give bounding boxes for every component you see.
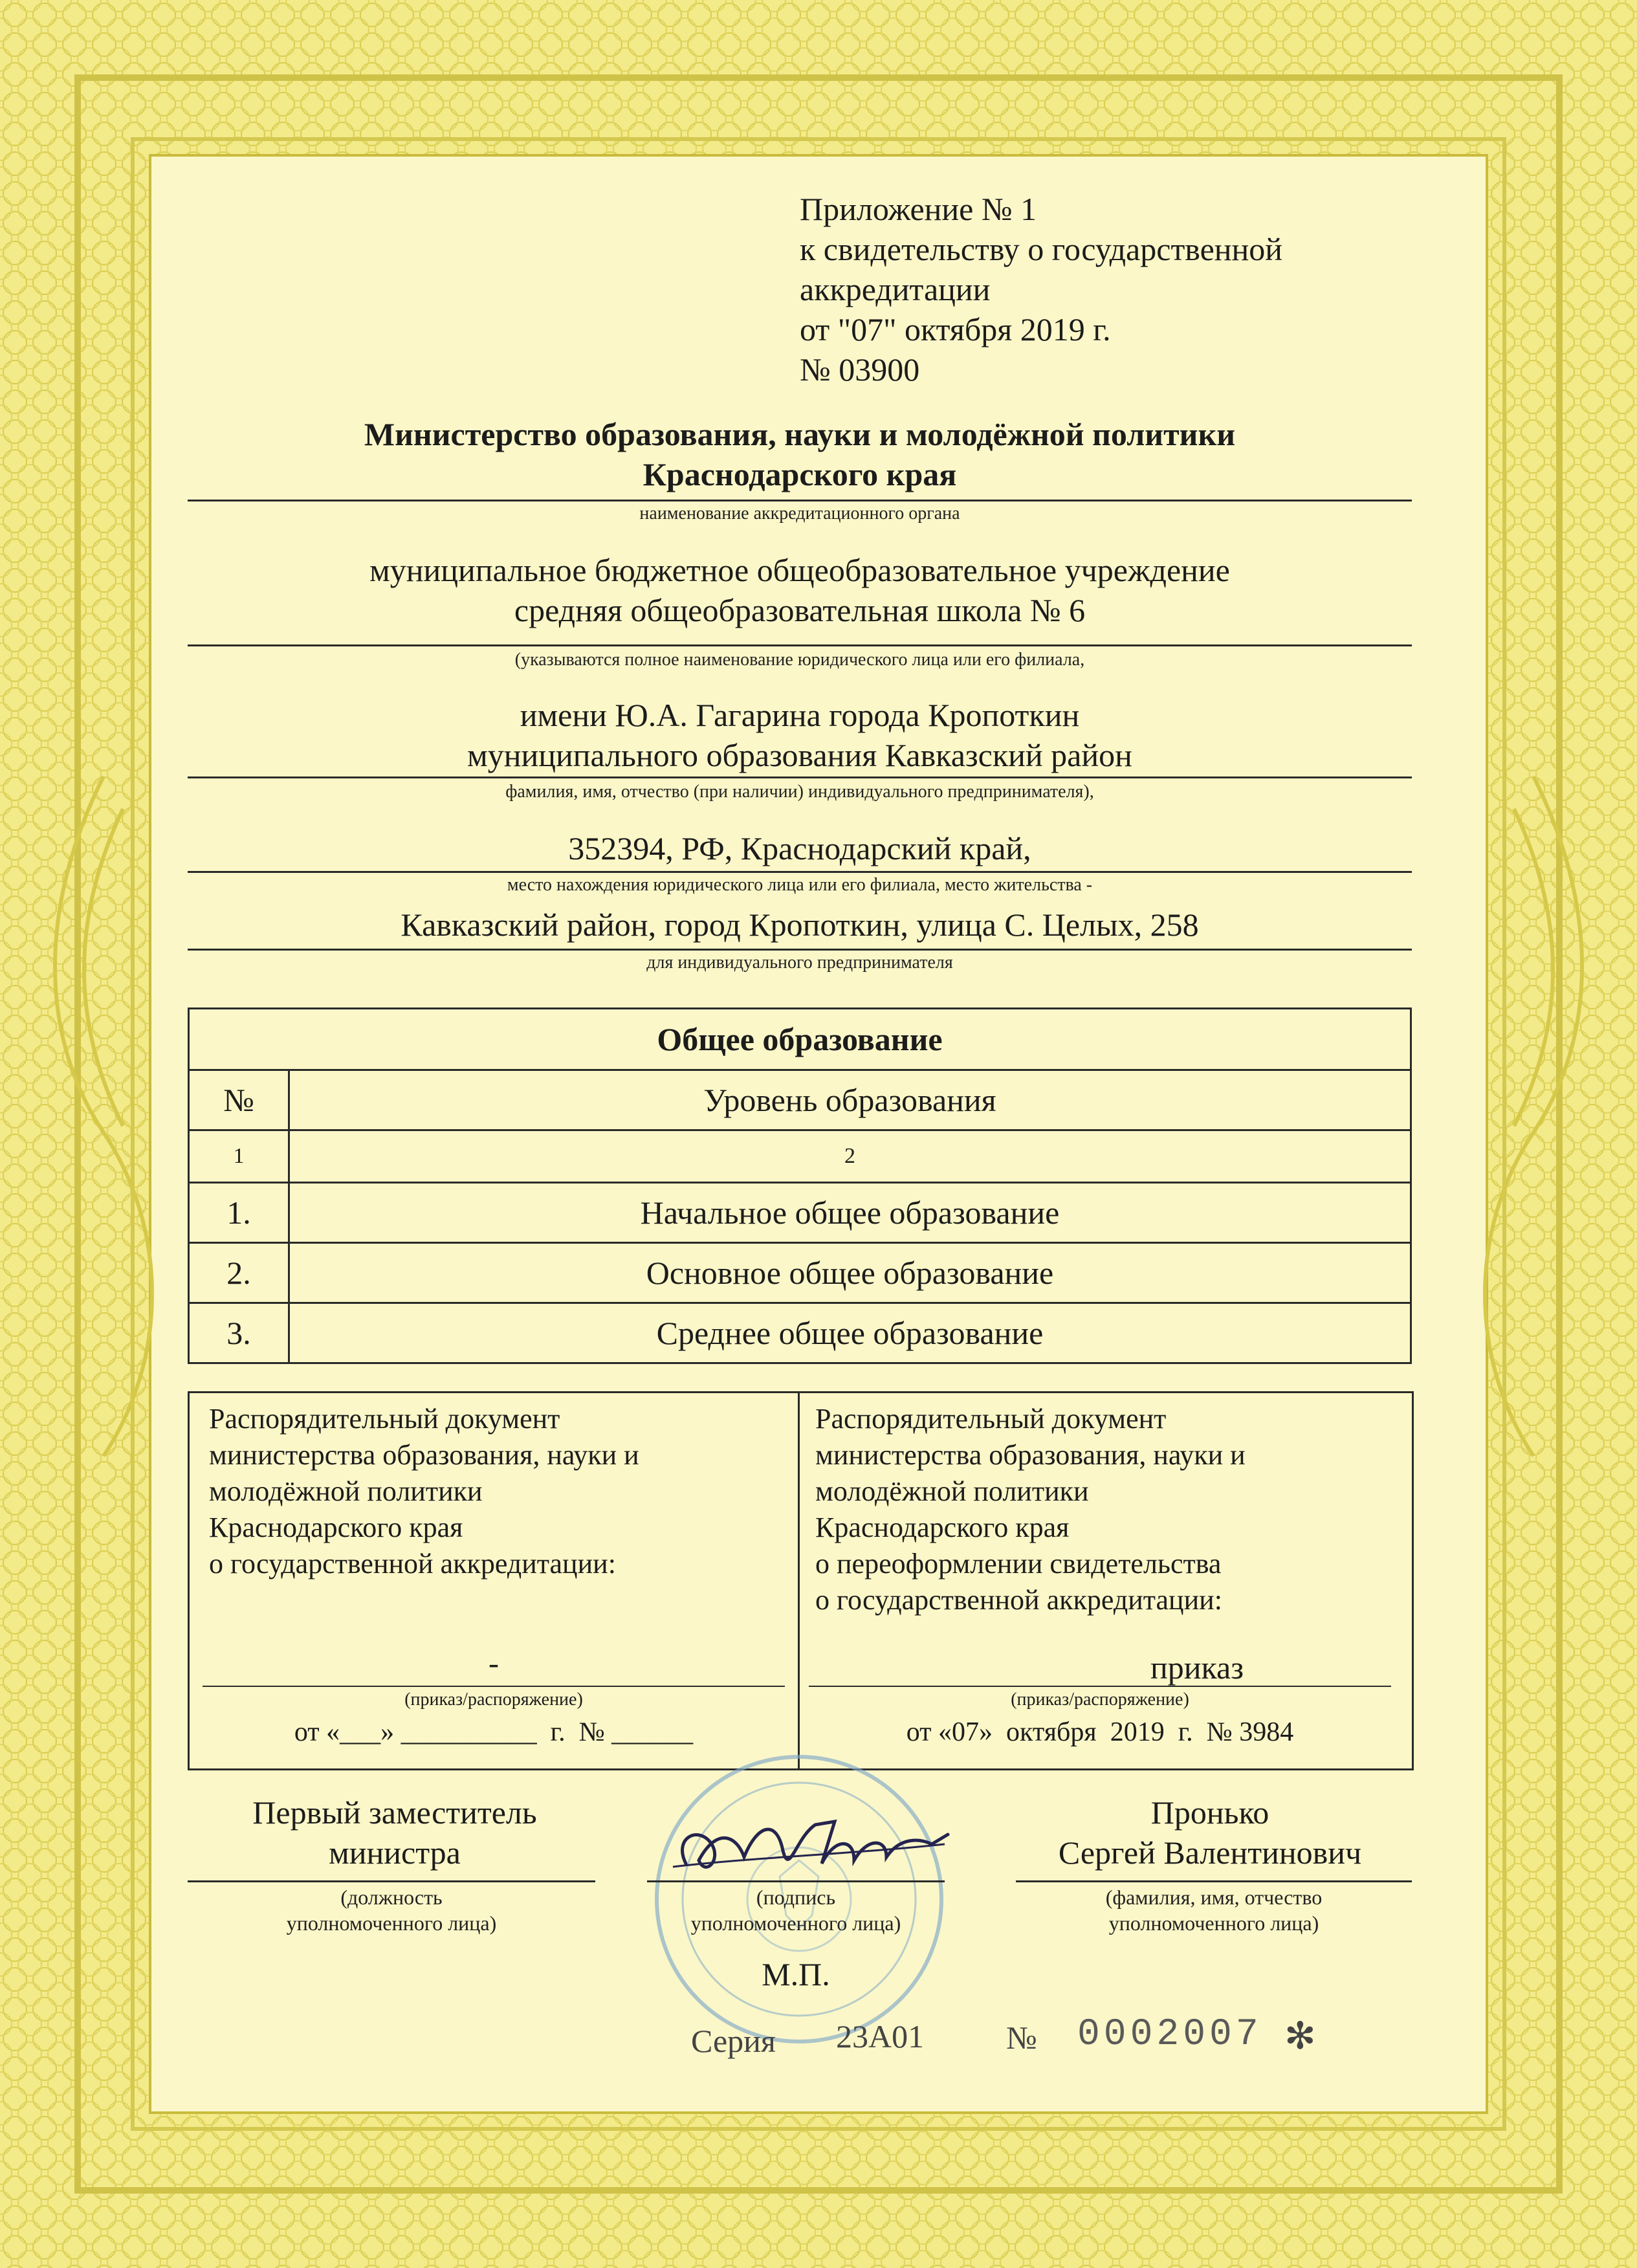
doc-left-line: министерства образования, науки и [209, 1439, 639, 1471]
row-number: 1. [189, 1183, 289, 1243]
doc-right-line: о переоформлении свидетельства [815, 1548, 1222, 1580]
appendix-line-2: к свидетельству о государственной [800, 231, 1283, 267]
address-caption-1: место нахождения юридического лица или его филиала, место жительства - [507, 875, 1093, 895]
underline [1016, 1880, 1412, 1882]
doc-left-line: о государственной аккредитации: [209, 1548, 616, 1580]
signature-caption-1: (подпись [756, 1886, 836, 1909]
table-row [189, 1183, 1411, 1243]
organization-name [188, 550, 1412, 630]
column-index-1: 1 [189, 1130, 289, 1183]
address-caption-2: для индивидуального предпринимателя [646, 952, 953, 973]
row-level: Среднее общее образование [289, 1303, 1411, 1363]
name-line-2: Сергей Валентинович [1058, 1834, 1362, 1871]
organization-line-4: муниципального образования Кавказский район [467, 737, 1132, 773]
blank-number: 0002007 [1077, 2014, 1262, 2056]
organization-line-3: имени Ю.А. Гагарина города Кропоткин [520, 697, 1080, 733]
accreditation-body-line-2: Краснодарского края [643, 456, 957, 492]
table-row [189, 1243, 1411, 1303]
signatory-name [1009, 1792, 1411, 1873]
row-level: Начальное общее образование [289, 1183, 1411, 1243]
doc-left-line: Распорядительный документ [209, 1403, 560, 1435]
underline [647, 1880, 945, 1882]
column-header-number: № [189, 1070, 289, 1130]
organization-name-continued [188, 695, 1412, 775]
accreditation-body-name [188, 414, 1412, 494]
doc-right-box [796, 1391, 1414, 1770]
doc-right-line: о государственной аккредитации: [815, 1584, 1222, 1616]
row-number: 2. [189, 1243, 289, 1303]
signature-caption [647, 1884, 945, 1936]
doc-left-line: Краснодарского края [209, 1512, 463, 1543]
row-level: Основное общее образование [289, 1243, 1411, 1303]
doc-right-date-line: от «07» октября 2019 г. № 3984 [906, 1717, 1294, 1747]
doc-left-box [188, 1391, 800, 1770]
table-title: Общее образование [189, 1009, 1411, 1070]
position-caption [188, 1884, 595, 1936]
underline [188, 500, 1412, 501]
handwritten-signature [660, 1799, 958, 1889]
organization-caption-1: (указываются полное наименование юридического лица или его филиала, [514, 650, 1085, 670]
seal-place-label: М.П. [762, 1956, 830, 1992]
doc-left-line: молодёжной политики [209, 1475, 483, 1507]
education-levels-table [188, 1007, 1412, 1364]
name-line-1: Пронько [1150, 1794, 1269, 1831]
asterisk-mark: ✻ [1284, 2014, 1316, 2058]
doc-left-caption: (приказ/распоряжение) [404, 1690, 583, 1710]
column-header-level: Уровень образования [289, 1070, 1411, 1130]
underline [809, 1686, 1391, 1687]
number-label: № [1006, 2020, 1037, 2056]
underline [188, 644, 1412, 646]
organization-caption-2: фамилия, имя, отчество (при наличии) индивидуального предпринимателя), [505, 782, 1094, 802]
appendix-line-3: аккредитации [800, 271, 991, 307]
doc-right-line: молодёжной политики [815, 1475, 1089, 1507]
address-line-1: 352394, РФ, Краснодарский край, [568, 830, 1031, 866]
doc-right-line: министерства образования, науки и [815, 1439, 1246, 1471]
name-caption-2: уполномоченного лица) [1108, 1911, 1319, 1935]
position-line-2: министра [329, 1834, 461, 1871]
column-index-2: 2 [289, 1130, 1411, 1183]
appendix-line-5: № 03900 [800, 351, 920, 388]
position-caption-2: уполномоченного лица) [286, 1911, 497, 1935]
appendix-line-1: Приложение № 1 [800, 191, 1037, 227]
doc-left-date-line: от «___» __________ г. № ______ [294, 1717, 694, 1747]
name-caption [1016, 1884, 1412, 1936]
organization-line-1: муниципальное бюджетное общеобразовательное учреждение [369, 552, 1230, 588]
doc-left-text [209, 1401, 639, 1582]
position-caption-1: (должность [340, 1886, 443, 1909]
doc-left-value: - [489, 1646, 499, 1680]
signature-caption-2: уполномоченного лица) [690, 1911, 901, 1935]
appendix-line-4: от "07" октября 2019 г. [800, 311, 1111, 347]
underline [188, 871, 1412, 873]
name-caption-1: (фамилия, имя, отчество [1105, 1886, 1323, 1909]
doc-right-text [815, 1401, 1246, 1618]
underline [188, 949, 1412, 951]
position-title [194, 1792, 595, 1873]
underline [203, 1686, 785, 1687]
position-line-1: Первый заместитель [252, 1794, 537, 1831]
accreditation-body-caption: наименование аккредитационного органа [639, 503, 960, 523]
appendix-heading [800, 189, 1382, 390]
doc-right-value: приказ [1150, 1649, 1244, 1686]
doc-right-line: Распорядительный документ [815, 1403, 1167, 1435]
accreditation-body-line-1: Министерство образования, науки и молодёжной политики [364, 416, 1236, 452]
table-row [189, 1303, 1411, 1363]
underline [188, 1880, 595, 1882]
series-label: Серия [691, 2023, 776, 2059]
row-number: 3. [189, 1303, 289, 1363]
organization-line-2: средняя общеобразовательная школа № 6 [514, 592, 1086, 628]
address-line-2: Кавказский район, город Кропоткин, улица С. Целых, 258 [401, 907, 1199, 943]
doc-right-caption: (приказ/распоряжение) [1011, 1690, 1189, 1710]
doc-right-line: Краснодарского края [815, 1512, 1070, 1543]
series-value: 23А01 [836, 2018, 925, 2054]
underline [188, 776, 1412, 778]
